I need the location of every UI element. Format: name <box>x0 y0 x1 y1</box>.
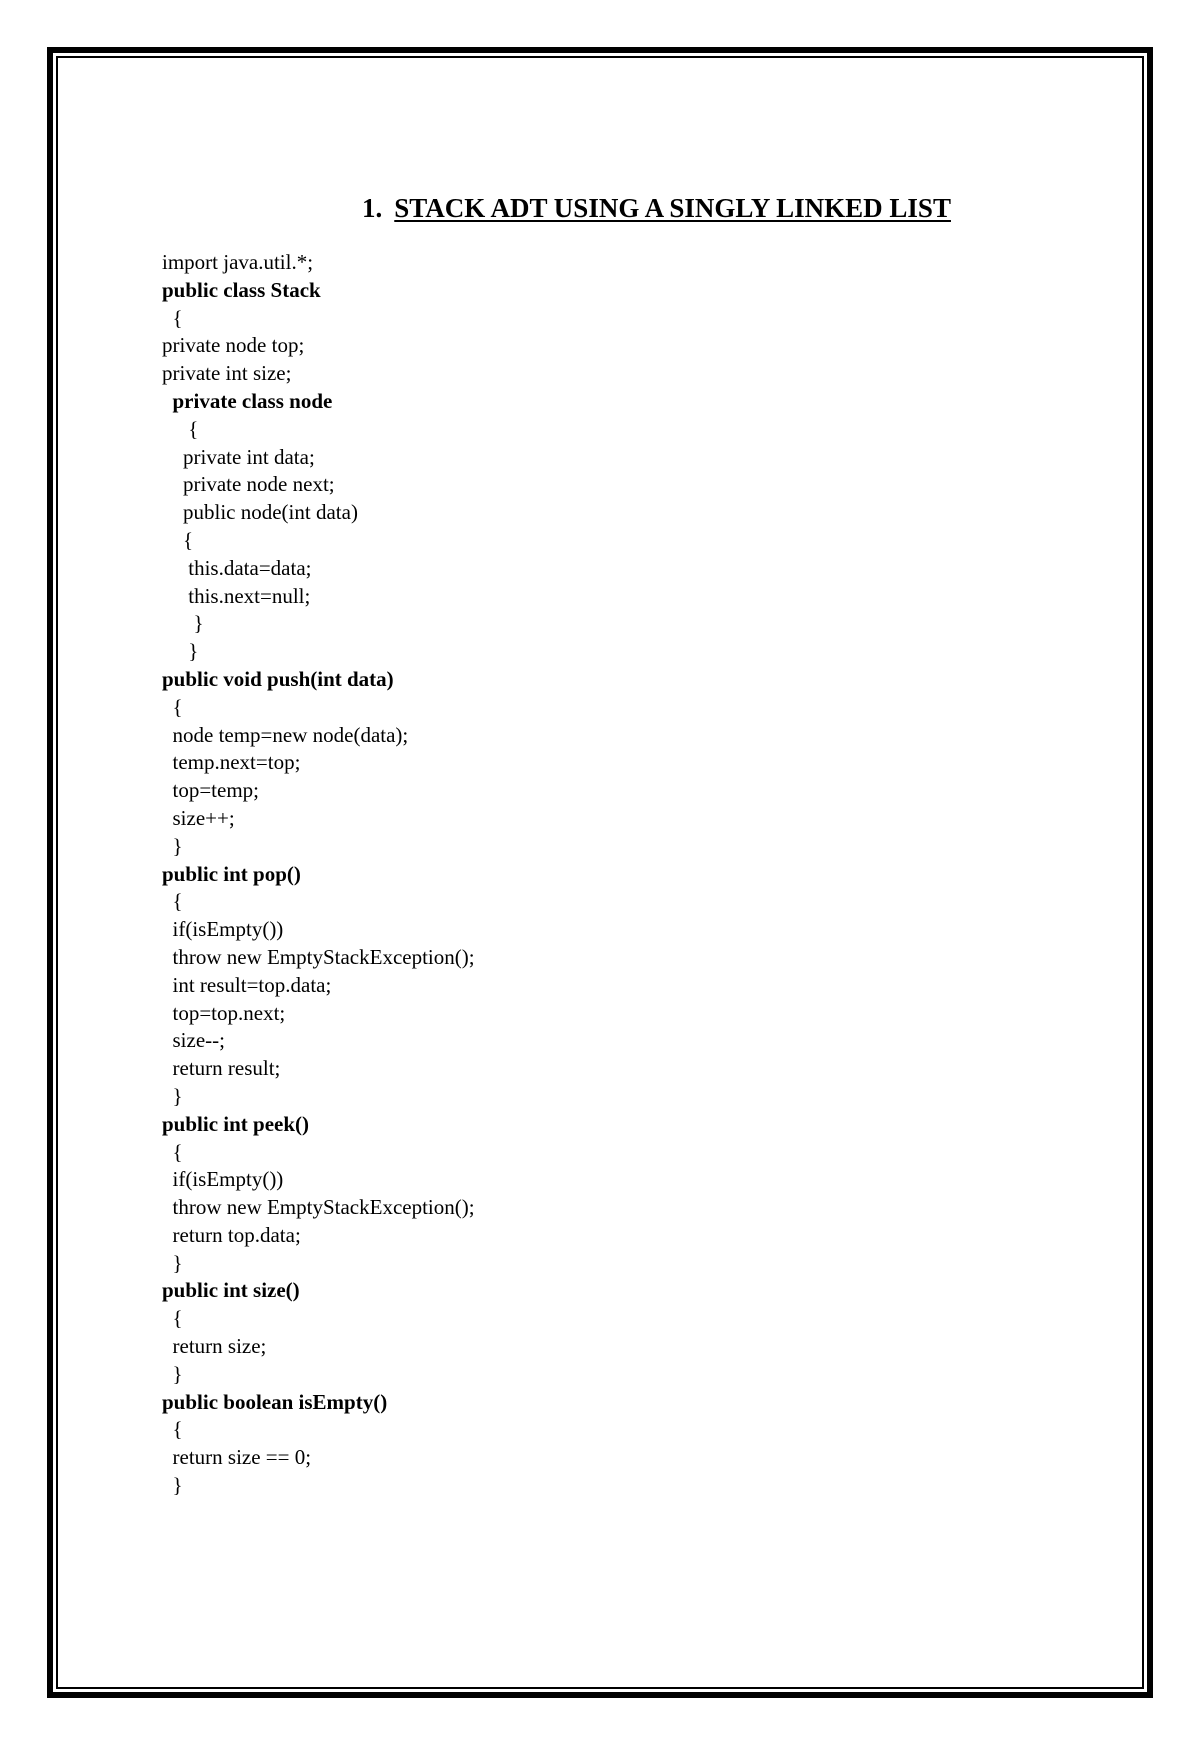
heading-title: STACK ADT USING A SINGLY LINKED LIST <box>394 193 951 223</box>
code-line: { <box>162 889 183 914</box>
code-line: public void push(int data) <box>162 666 394 691</box>
code-line: size++; <box>162 805 235 830</box>
code-line: public boolean isEmpty() <box>162 1389 388 1414</box>
code-line: return size == 0; <box>162 1445 312 1470</box>
code-line: temp.next=top; <box>162 750 301 775</box>
code-line: private int data; <box>162 444 315 469</box>
code-line: } <box>162 639 199 664</box>
code-line: public int size() <box>162 1278 300 1303</box>
heading-number: 1. <box>362 193 383 223</box>
code-line: this.next=null; <box>162 583 311 608</box>
code-line: this.data=data; <box>162 555 312 580</box>
code-line: } <box>162 1250 183 1275</box>
code-line: public int peek() <box>162 1111 310 1136</box>
code-line: { <box>162 527 194 552</box>
code-line: } <box>162 833 183 858</box>
code-line: public int pop() <box>162 861 301 886</box>
code-line: { <box>162 1306 183 1331</box>
code-line: import java.util.*; <box>162 250 314 274</box>
code-line: } <box>162 611 204 636</box>
code-line: return result; <box>162 1056 281 1081</box>
code-line: { <box>162 416 199 441</box>
code-line: private node top; <box>162 333 305 358</box>
code-line: return size; <box>162 1334 267 1359</box>
code-line: public class Stack <box>162 277 321 302</box>
code-line: top=top.next; <box>162 1000 286 1025</box>
code-line: int result=top.data; <box>162 972 332 997</box>
code-line: if(isEmpty()) <box>162 917 284 942</box>
code-line: size--; <box>162 1028 225 1053</box>
code-line: throw new EmptyStackException(); <box>162 1195 475 1220</box>
code-line: return top.data; <box>162 1222 301 1247</box>
code-line: public node(int data) <box>162 500 358 525</box>
code-line: { <box>162 305 183 330</box>
code-line: } <box>162 1083 183 1108</box>
code-line: private class node <box>162 388 333 413</box>
code-line: node temp=new node(data); <box>162 722 409 747</box>
code-line: top=temp; <box>162 778 260 803</box>
code-line: private node next; <box>162 472 335 497</box>
code-line: if(isEmpty()) <box>162 1167 284 1192</box>
code-line: { <box>162 1417 183 1442</box>
code-listing <box>162 249 475 1500</box>
code-line: } <box>162 1361 183 1386</box>
code-line: private int size; <box>162 361 292 386</box>
code-line: } <box>162 1473 183 1498</box>
code-line: throw new EmptyStackException(); <box>162 944 475 969</box>
code-line: { <box>162 694 183 719</box>
page-heading <box>362 193 951 224</box>
code-line: { <box>162 1139 183 1164</box>
